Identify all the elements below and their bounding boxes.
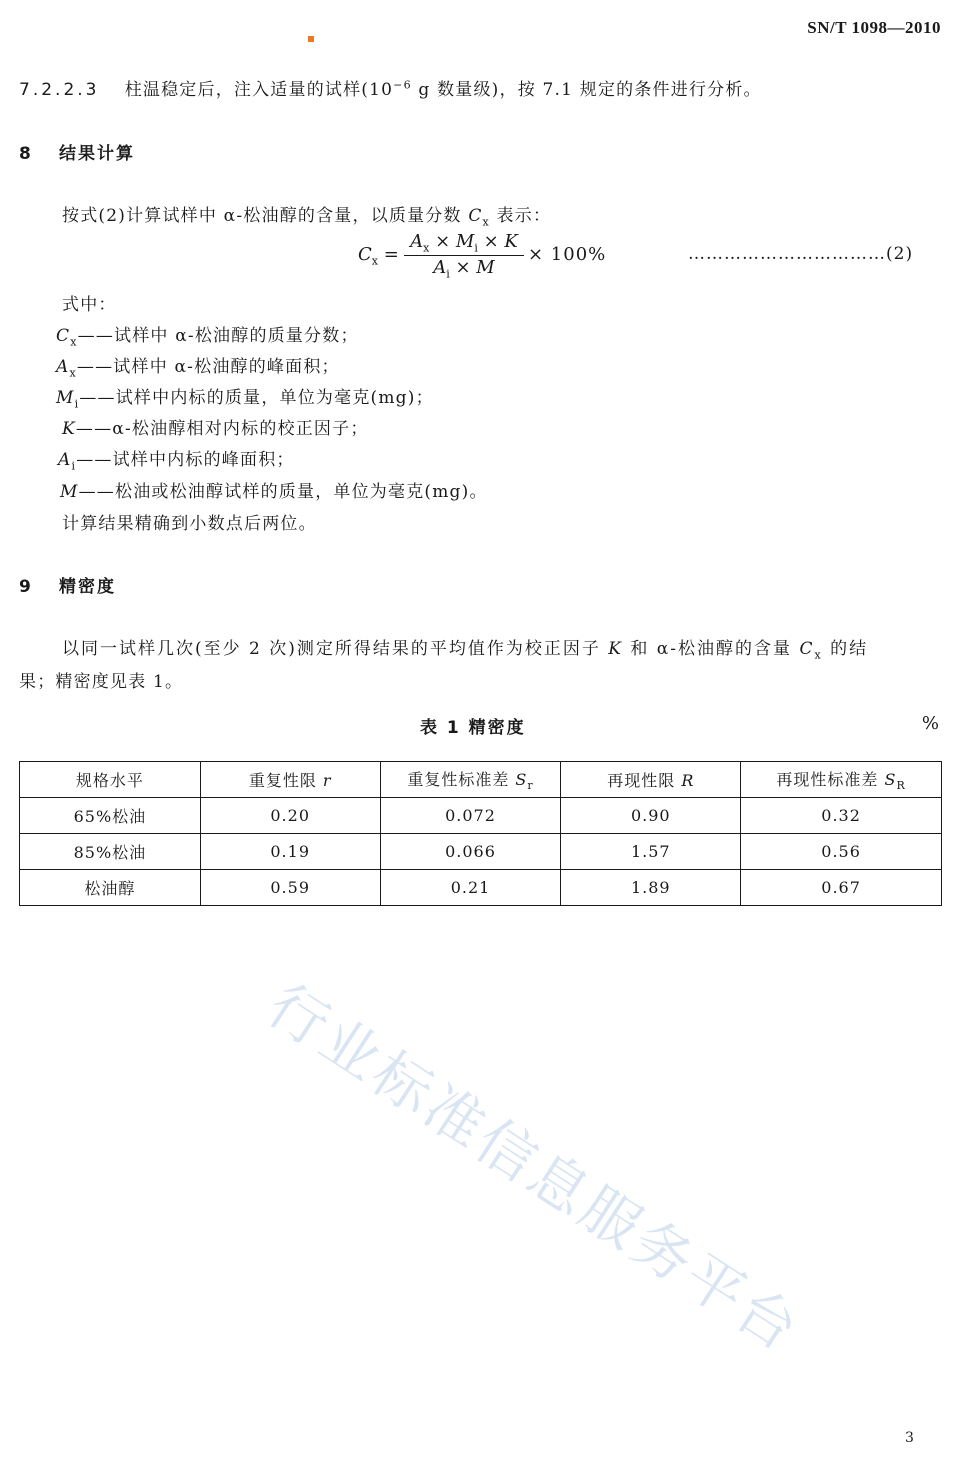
section-number: 9 xyxy=(19,577,31,597)
calc-var: C xyxy=(468,206,483,226)
table-caption: 表 1 精密度 xyxy=(420,718,526,738)
orange-mark xyxy=(308,36,314,42)
calc-intro xyxy=(62,201,551,228)
section-title: 精密度 xyxy=(59,577,117,597)
fraction-bar xyxy=(404,255,524,256)
table-row xyxy=(20,870,942,906)
header-R: 再现性限 R xyxy=(561,762,741,798)
def-mi: $M_i——$试样中内标的质量，单位为毫克(mg)； xyxy=(56,388,434,411)
def-ai: $A_i——$试样中内标的峰面积； xyxy=(58,450,295,473)
formula-numerator: $A_x \times M_i \times K$ xyxy=(410,231,518,255)
formula-denominator: $A_i \times M$ xyxy=(433,257,495,281)
table-unit: % xyxy=(921,713,939,734)
formula-2 xyxy=(358,230,618,280)
s9-para-line2: 果；精密度见表 1。 xyxy=(19,672,184,692)
table-row xyxy=(20,834,942,870)
header-sr: 重复性标准差 $S_r$ xyxy=(380,762,561,798)
clause-7-2-2-3 xyxy=(19,75,762,100)
cell-SR: 0.32 xyxy=(741,798,942,834)
cell-sr: 0.072 xyxy=(380,798,561,834)
cell-level: 松油醇 xyxy=(20,870,201,906)
precision-table xyxy=(19,761,942,906)
header-level: 规格水平 xyxy=(20,762,201,798)
precision-note: 计算结果精确到小数点后两位。 xyxy=(62,514,317,534)
cell-SR: 0.67 xyxy=(741,870,942,906)
cell-sr: 0.21 xyxy=(380,870,561,906)
formula-rhs: × 100% xyxy=(528,244,607,265)
cell-R: 1.89 xyxy=(561,870,741,906)
cell-R: 0.90 xyxy=(561,798,741,834)
cell-level: 65%松油 xyxy=(20,798,201,834)
formula-fraction xyxy=(404,230,524,279)
clause-text-b: g 数量级)，按 7.1 规定的条件进行分析。 xyxy=(411,80,762,100)
table-row xyxy=(20,798,942,834)
def-m: M——松油或松油醇试样的质量，单位为毫克(mg)。 xyxy=(60,482,488,502)
header-r: 重复性限 r xyxy=(200,762,380,798)
clause-number: 7.2.2.3 xyxy=(19,80,100,100)
cell-r: 0.19 xyxy=(200,834,380,870)
def-cx: $C_x——$试样中 α-松油醇的质量分数； xyxy=(56,326,359,349)
cell-r: 0.59 xyxy=(200,870,380,906)
section-number: 8 xyxy=(19,144,31,164)
equation-number: ……………………………(2) xyxy=(688,244,914,264)
def-k: K——α-松油醇相对内标的校正因子； xyxy=(62,419,369,439)
page-number: 3 xyxy=(905,1430,914,1446)
formula-lhs: $C_x$ = xyxy=(358,244,399,268)
table-header-row xyxy=(20,762,942,798)
clause-text-a: 柱温稳定后，注入适量的试样(10 xyxy=(124,80,394,100)
section-9-heading xyxy=(19,572,116,597)
where-label: 式中： xyxy=(62,295,117,315)
calc-intro-b: 表示： xyxy=(489,206,552,226)
section-title: 结果计算 xyxy=(59,144,136,164)
cell-R: 1.57 xyxy=(561,834,741,870)
cell-sr: 0.066 xyxy=(380,834,561,870)
cell-SR: 0.56 xyxy=(741,834,942,870)
watermark: 行业标准信息服务平台 xyxy=(255,970,813,1366)
cell-level: 85%松油 xyxy=(20,834,201,870)
def-ax: $A_x——$试样中 α-松油醇的峰面积； xyxy=(56,357,340,380)
clause-sup: −6 xyxy=(393,78,412,92)
cell-r: 0.20 xyxy=(200,798,380,834)
header-SR: 再现性标准差 $S_R$ xyxy=(741,762,942,798)
section-8-heading xyxy=(19,139,135,164)
s9-para-line1: 以同一试样几次(至少 2 次)测定所得结果的平均值作为校正因子 K 和 α-松油醇的含量 $C_x$ 的结 xyxy=(62,639,869,662)
calc-intro-a: 按式(2)计算试样中 α-松油醇的含量，以质量分数 xyxy=(62,206,469,226)
standard-code: SN/T 1098—2010 xyxy=(807,18,941,37)
calc-var-sub: x xyxy=(482,215,490,229)
